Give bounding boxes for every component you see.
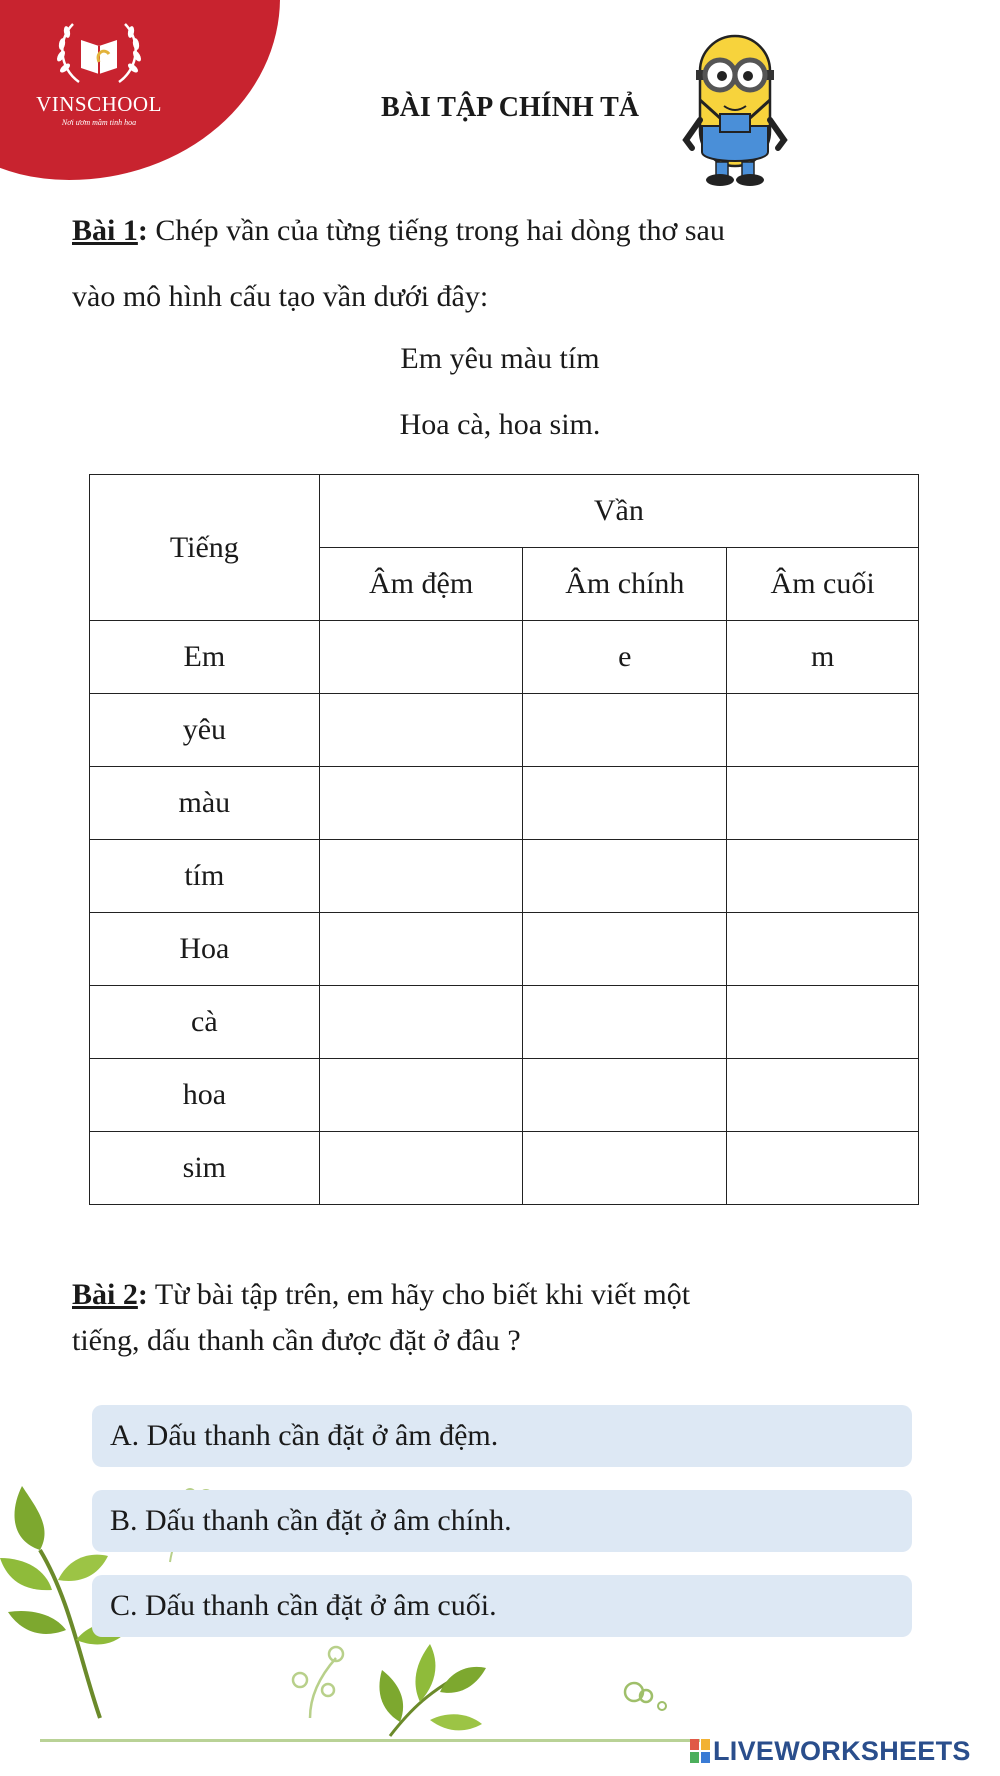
poem-line-1: Em yêu màu tím xyxy=(400,342,600,375)
exercise2-line1: Từ bài tập trên, em hãy cho biết khi viết một xyxy=(147,1278,691,1311)
liveworksheets-logo-icon xyxy=(690,1739,710,1763)
cell-am-cuoi-input[interactable] xyxy=(727,1059,919,1132)
cell-tieng: sim xyxy=(90,1132,320,1205)
cell-am-cuoi-input[interactable] xyxy=(727,767,919,840)
page-title: BÀI TẬP CHÍNH TẢ xyxy=(380,92,640,123)
cell-am-dem-input[interactable] xyxy=(319,694,523,767)
cell-am-chinh-input[interactable] xyxy=(523,1059,727,1132)
cell-tieng: Em xyxy=(90,621,320,694)
table-row xyxy=(90,913,919,986)
exercise1-line1: Chép vần của từng tiếng trong hai dòng thơ sau xyxy=(147,214,725,247)
footer-divider xyxy=(40,1739,700,1742)
header-am-chinh: Âm chính xyxy=(523,548,727,621)
cell-am-chinh-input[interactable] xyxy=(523,986,727,1059)
cell-am-cuoi-input[interactable] xyxy=(727,913,919,986)
cell-am-dem-input[interactable] xyxy=(319,1059,523,1132)
cell-am-cuoi-input[interactable] xyxy=(727,694,919,767)
table-row xyxy=(90,694,919,767)
cell-tieng: màu xyxy=(90,767,320,840)
liveworksheets-text: LIVEWORKSHEETS xyxy=(713,1736,971,1766)
rhyme-structure-table xyxy=(89,474,919,1205)
cell-am-chinh-input[interactable] xyxy=(523,767,727,840)
table-row xyxy=(90,621,919,694)
option-c[interactable]: C. Dấu thanh cần đặt ở âm cuối. xyxy=(92,1575,912,1637)
cell-am-dem-input[interactable] xyxy=(319,986,523,1059)
cell-tieng: tím xyxy=(90,840,320,913)
cell-am-dem-input[interactable] xyxy=(319,1132,523,1205)
cell-am-chinh-input[interactable] xyxy=(523,840,727,913)
exercise2-colon: : xyxy=(137,1278,148,1311)
option-b[interactable]: B. Dấu thanh cần đặt ở âm chính. xyxy=(92,1490,912,1552)
cell-am-cuoi-input[interactable] xyxy=(727,840,919,913)
cell-tieng: hoa xyxy=(90,1059,320,1132)
header-am-cuoi: Âm cuối xyxy=(727,548,919,621)
table-row xyxy=(90,986,919,1059)
header-van: Vần xyxy=(319,475,918,548)
table-row xyxy=(90,840,919,913)
poem-line-2: Hoa cà, hoa sim. xyxy=(399,408,601,441)
vinschool-logo xyxy=(14,18,184,127)
option-a[interactable]: A. Dấu thanh cần đặt ở âm đệm. xyxy=(92,1405,912,1467)
cell-tieng: yêu xyxy=(90,694,320,767)
sprout-icon xyxy=(620,1676,670,1716)
header-tieng: Tiếng xyxy=(90,475,320,621)
exercise2-question xyxy=(72,1272,892,1364)
cell-am-chinh-input[interactable] xyxy=(523,1132,727,1205)
exercise2-line2: tiếng, dấu thanh cần được đặt ở đâu ? xyxy=(72,1324,521,1357)
liveworksheets-brand xyxy=(690,1736,971,1767)
cell-am-chinh-input[interactable]: e xyxy=(523,621,727,694)
exercise1-line2: vào mô hình cấu tạo vần dưới đây: xyxy=(72,280,489,313)
cell-am-dem-input[interactable] xyxy=(319,840,523,913)
cell-am-dem-input[interactable] xyxy=(319,913,523,986)
cell-am-cuoi-input[interactable] xyxy=(727,1132,919,1205)
cell-tieng: cà xyxy=(90,986,320,1059)
exercise1-colon: : xyxy=(137,214,148,247)
sprout-icon xyxy=(280,1640,360,1720)
exercise2-label: Bài 2 xyxy=(72,1278,138,1311)
cell-am-chinh-input[interactable] xyxy=(523,694,727,767)
table-row xyxy=(90,1059,919,1132)
leaf-icon xyxy=(370,1640,490,1740)
exercise1-label: Bài 1 xyxy=(72,214,138,247)
table-row xyxy=(90,1132,919,1205)
logo-name: VINSCHOOL xyxy=(36,92,162,116)
table-header-row xyxy=(90,475,919,548)
table-row xyxy=(90,767,919,840)
cell-am-chinh-input[interactable] xyxy=(523,913,727,986)
minion-icon xyxy=(680,30,790,188)
cell-am-cuoi-input[interactable]: m xyxy=(727,621,919,694)
header-am-dem: Âm đệm xyxy=(319,548,523,621)
cell-tieng: Hoa xyxy=(90,913,320,986)
cell-am-dem-input[interactable] xyxy=(319,767,523,840)
laurel-book-icon xyxy=(49,18,149,90)
exercise1-instruction xyxy=(72,198,952,330)
logo-slogan: Nơi ươm mầm tinh hoa xyxy=(61,118,137,127)
cell-am-cuoi-input[interactable] xyxy=(727,986,919,1059)
cell-am-dem-input[interactable] xyxy=(319,621,523,694)
